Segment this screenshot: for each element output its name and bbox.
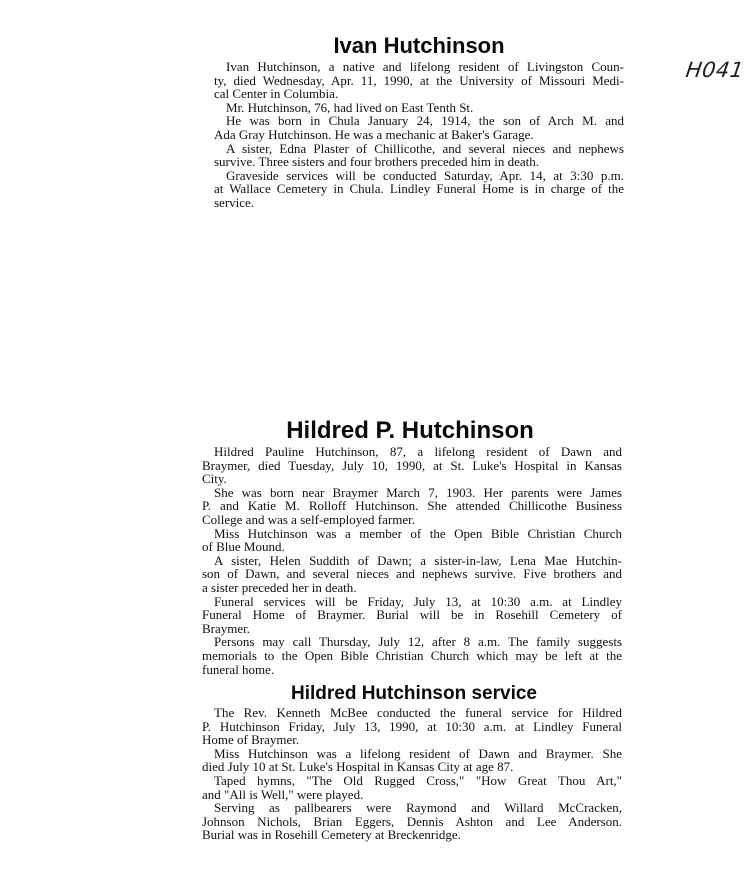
text-line: Funeral Home of Braymer. Burial will be in Rosehill Cemetery of <box>202 607 622 623</box>
text-line: Burial was in Rosehill Cemetery at Breckenridge. <box>202 827 461 843</box>
service-body <box>202 706 622 842</box>
text-line: Miss Hutchinson was a member of the Open Bible Christian Church <box>214 525 622 541</box>
text-line: P. Hutchinson Friday, July 13, 1990, at 10:30 a.m. at Lindley Funeral <box>202 718 622 734</box>
text-line: P. and Katie M. Rolloff Hutchinson. She attended Chillicothe Business <box>202 498 622 514</box>
obituary-clipping-hildred <box>202 417 622 676</box>
text-line: of Blue Mound. <box>202 539 285 555</box>
text-line: A sister, Helen Suddith of Dawn; a sister-in-law, Lena Mae Hutchin- <box>214 552 622 568</box>
text-line: and "All is Well," were played. <box>202 786 364 802</box>
text-line: Graveside services will be conducted Saturday, Apr. 14, at 3:30 p.m. <box>226 167 624 183</box>
text-line: The Rev. Kenneth McBee conducted the funeral service for Hildred <box>214 705 622 720</box>
text-line: Home of Braymer. <box>202 732 300 748</box>
text-line: Braymer, died Tuesday, July 10, 1990, at St. Luke's Hospital in Kansas <box>202 457 622 473</box>
text-line: A sister, Edna Plaster of Chillicothe, and several nieces and nephews <box>226 140 624 156</box>
text-line: survive. Three sisters and four brothers preceded him in death. <box>214 154 540 170</box>
text-line: died July 10 at St. Luke's Hospital in Kansas City at age 87. <box>202 759 514 775</box>
obituary-body <box>202 445 622 676</box>
obituary-body <box>214 60 624 210</box>
text-line: Ada Gray Hutchinson. He was a mechanic at Baker's Garage. <box>214 126 534 142</box>
text-line: Serving as pallbearers were Raymond and Willard McCracken, <box>214 800 622 816</box>
text-line: at Wallace Cemetery in Chula. Lindley Funeral Home is in charge of the <box>214 181 624 197</box>
text-line: She was born near Braymer March 7, 1903. Her parents were James <box>214 484 622 500</box>
obituary-headline: Ivan Hutchinson <box>333 33 505 58</box>
text-line: memorials to the Open Bible Christian Church which may be left at the <box>202 647 622 663</box>
text-line: Mr. Hutchinson, 76, had lived on East Tenth St. <box>226 99 474 115</box>
text-line: service. <box>214 194 255 210</box>
text-line: Taped hymns, "The Old Rugged Cross," "How Great Thou Art," <box>214 772 622 788</box>
obituary-clipping-ivan <box>214 34 624 210</box>
text-line: Ivan Hutchinson, a native and lifelong resident of Livingston Coun- <box>226 59 624 74</box>
text-line: College and was a self-employed farmer. <box>202 511 415 527</box>
text-line: Johnson Nichols, Brian Eggers, Dennis Ashton and Lee Anderson. <box>202 813 622 829</box>
service-clipping-hildred <box>202 682 622 842</box>
text-line: funeral home. <box>202 661 275 677</box>
text-line: Funeral services will be Friday, July 13, at 10:30 a.m. at Lindley <box>214 593 622 609</box>
text-line: son of Dawn, and several nieces and nephews survive. Five brothers and <box>202 566 622 582</box>
service-headline: Hildred Hutchinson service <box>290 683 537 704</box>
text-line: cal Center in Columbia. <box>214 86 339 102</box>
text-line: City. <box>202 471 227 487</box>
text-line: Hildred Pauline Hutchinson, 87, a lifelong resident of Dawn and <box>214 444 622 459</box>
obituary-headline: Hildred P. Hutchinson <box>286 417 534 444</box>
text-line: Persons may call Thursday, July 12, after 8 a.m. The family suggests <box>214 634 622 650</box>
text-line: Braymer. <box>202 620 251 636</box>
text-line: Miss Hutchinson was a lifelong resident of Dawn and Braymer. She <box>214 745 622 761</box>
handwritten-reference-mark: H041 <box>684 58 746 82</box>
text-line: ty, died Wednesday, Apr. 11, 1990, at the University of Missouri Medi- <box>214 72 624 88</box>
text-line: a sister preceded her in death. <box>202 579 357 595</box>
text-line: He was born in Chula January 24, 1914, the son of Arch M. and <box>226 113 624 129</box>
